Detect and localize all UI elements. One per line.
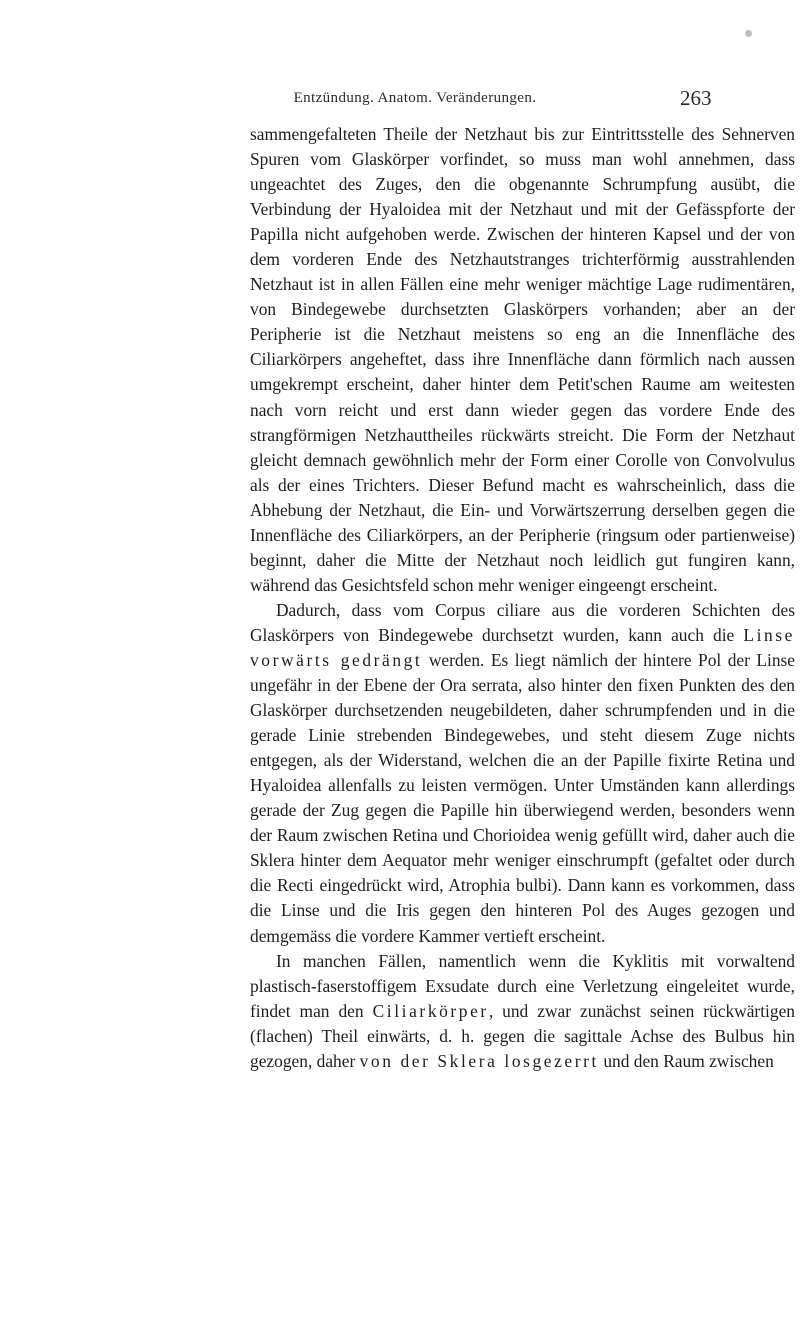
spaced-emphasis: Linse vorwärts gedrängt — [250, 624, 795, 670]
spaced-emphasis: von der Sklera losgezerrt — [359, 1050, 599, 1071]
paragraph-2 — [250, 598, 795, 949]
ink-speck — [745, 30, 752, 37]
paragraph-3 — [250, 949, 795, 1074]
running-title: Entzündung. Anatom. Veränderungen. — [293, 90, 537, 106]
page-number: 263 — [680, 86, 712, 110]
paragraph-3-text-a: In manchen Fällen, namentlich wenn die Kyklitis mit vorwaltend plastisch-faserstoffigem Exsudate durch eine Verletzung eingeleitet wurde, findet man den — [250, 950, 795, 1021]
paragraph-2-text-a: Dadurch, dass vom Corpus ciliare aus die vorderen Schichten des Glaskörpers von Bindegewebe durchsetzt wurden, kann auch die — [250, 599, 795, 645]
body-text — [250, 122, 795, 1074]
paragraph-3-text-b: , und zwar zunächst seinen rückwärtigen (flachen) Theil einwärts, d. h. gegen die sagittale Achse des Bulbus hin gezogen, daher — [250, 1000, 795, 1071]
paragraph-3-text-c: und den Raum zwischen — [603, 1050, 774, 1071]
paragraph-2-text-b: werden. Es liegt nämlich der hintere Pol der Linse ungefähr in der Ebene der Ora serrata, also hinter den fixen Punkten des den Glaskörper durchsetzenden neugebildeten, daher schrumpfenden und in die gerade Linie strebenden Bindegewebes, und steht diesem Zuge nichts entgegen, als der Widerstand, welchen die an der Papille fixirte Retina und Hyaloidea allenfalls zu leisten vermögen. Unter Umständen kann allerdings gerade der Zug gegen die Papille hin überwiegend werden, besonders wenn der Raum zwischen Retina und Chorioidea wenig gefüllt wird, daher auch die Sklera hinter dem Aequator mehr weniger einschrumpft (gefaltet oder durch die Recti eingedrückt wird, Atrophia bulbi). Dann kann es vorkommen, dass die Linse und die Iris gegen den hinteren Pol des Auges gezogen und demgemäss die vordere Kammer vertieft erscheint. — [250, 649, 796, 946]
paragraph-1: sammengefalteten Theile der Netzhaut bis zur Eintrittsstelle des Sehnerven Spuren vom Glaskörper vorfindet, so muss man wohl annehmen, dass ungeachtet des Zuges, den die obgenannte Schrumpfung ausübt, die Verbindung der Hyaloidea mit der Netzhaut und mit der Gefässpforte der Papilla nicht aufgehoben werde. Zwischen der hinteren Kapsel und der von dem vorderen Ende des Netzhautstranges trichterförmig ausstrahlenden Netzhaut ist in allen Fällen eine mehr weniger mächtige Lage rudimentären, von Bindegewebe durchsetzten Glaskörpers vorhanden; aber an der Peripherie ist die Netzhaut meistens so eng an die Innenfläche des Ciliarkörpers angeheftet, dass ihre Innenfläche dann förmlich nach aussen umgekrempt erscheint, daher hinter dem Petit'schen Raume am weitesten nach vorn reicht und erst dann wieder gegen das vordere Ende des strangförmigen Netzhauttheiles rückwärts streicht. Die Form der Netzhaut gleicht demnach gewöhnlich mehr der Form einer Corolle von Convolvulus als der eines Trichters. Dieser Befund macht es wahrscheinlich, dass die Abhebung der Netzhaut, die Ein- und Vorwärtszerrung derselben gegen die Innenfläche des Ciliarkörpers, an der Peripherie (ringsum oder partienweise) beginnt, daher die Mitte der Netzhaut noch leidlich gut fungiren kann, während das Gesichtsfeld schon mehr weniger eingeengt erscheint. — [250, 124, 795, 595]
spaced-emphasis: Ciliarkörper — [372, 1000, 489, 1021]
